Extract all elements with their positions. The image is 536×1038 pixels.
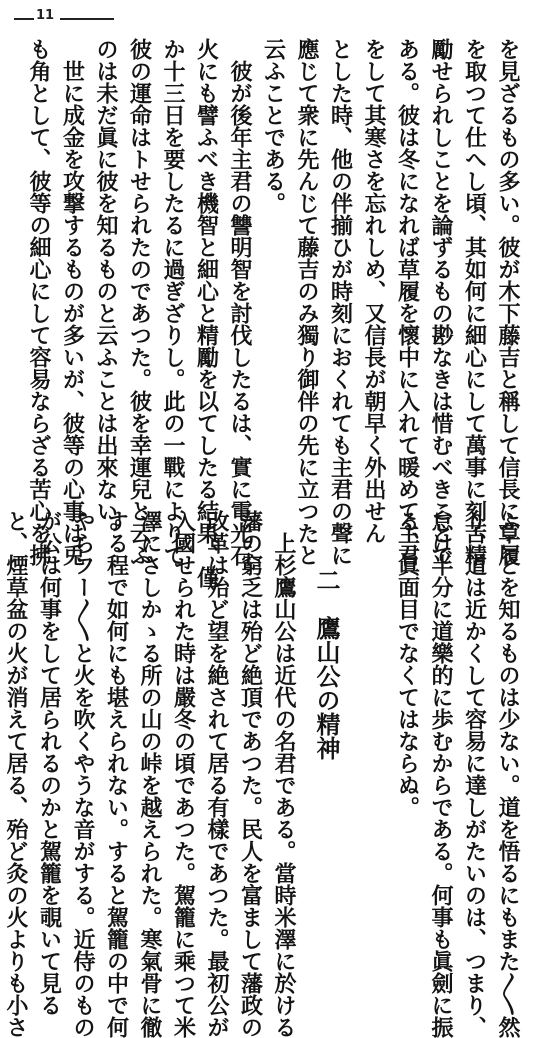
lower-left-text-block <box>3 510 300 1038</box>
text-line: 怠け半分に道樂的に歩むからである。何事も眞劍に振 <box>428 510 454 1038</box>
page-number: 11 <box>36 8 55 23</box>
text-line: も角として、彼等の細心にして容易ならざる苦心を拂 <box>26 38 52 566</box>
text-line: を取つて仕へし頃、其如何に細心にして萬事に刻苦精 <box>461 38 488 566</box>
text-line: やらフー〳〵と火を吹くやうな音がする。近侍のもの <box>70 510 96 1038</box>
text-line: 彼の運命はトせられたのであつた。彼を幸運兒と云ふ <box>126 38 153 566</box>
text-line: をして其寒さを忘れしめ、又信長が朝早く外出せん <box>361 38 387 544</box>
text-line: 改革は殆ど望を絶されて居る有樣であつた。最初公が <box>204 510 230 1038</box>
text-line: 勵せられしことを論ずるもの尠なきは惜むべきことで <box>428 38 454 566</box>
upper-text-block <box>24 38 524 588</box>
text-line: る、眞面目でなくてはならぬ。 <box>394 510 421 818</box>
text-line: 入國せられた時は嚴冬の頃であつた。駕籠に乘つて米 <box>170 510 197 1038</box>
text-line: を見ざるもの多い。彼が木下藤吉と稱して信長に草履 <box>495 38 521 566</box>
text-line: 火にも譬ふべき機智と細心と精勵を以てしたる結果、僅 <box>193 38 220 588</box>
section-title: 二 鷹山公の精神 <box>312 567 341 760</box>
page-header <box>0 6 536 28</box>
text-line: と、煙草盆の火が消えて居る、殆ど灸の火よりも小さ <box>3 510 29 1038</box>
text-line: 世に成金を攻撃するものが多いが、彼等の心事は兎 <box>59 38 86 566</box>
text-line: が公は何事をして居られるのかと駕籠を覗いて見る <box>36 510 63 1016</box>
text-line: ある。彼は冬になれば草履を懷中に入れて暖めて主君 <box>394 38 421 566</box>
text-line: ふことを知るものは少ない。道を悟るにもまた〳〵然 <box>495 510 521 1038</box>
text-line: 澤にさしかゝる所の山の峠を越えられた。寒氣骨に徹 <box>137 510 163 1038</box>
text-line: 上杉鷹山公は近代の名君である。當時米澤に於ける <box>271 510 297 1038</box>
text-line: か十三日を要したるに過ぎざりし。此の一戰によりて <box>160 38 186 566</box>
text-line: とした時、他の伴揃ひが時刻におくれても主君の聲に <box>327 38 354 566</box>
header-rule-right <box>60 18 114 20</box>
text-line: り、道は近かくして容易に達しがたいのは、つまり、 <box>461 510 488 1038</box>
text-line: 彼が後年主君の讐明智を討伐したるは、實に電光石 <box>227 38 253 566</box>
text-line: 應じて衆に先んじて藤吉のみ獨り御伴の先に立つたと <box>294 38 320 566</box>
text-line: する程で如何にも堪えられない。すると駕籠の中で何 <box>103 510 130 1038</box>
lower-right-text-block <box>349 510 524 1038</box>
header-rule-left <box>14 18 34 20</box>
text-line: のは未だ眞に彼を知るものと云ふことは出來ない。 <box>93 38 119 544</box>
text-line: 云ふことである。 <box>260 38 287 214</box>
text-line: 藩の窮乏は殆ど絶頂であつた。民人を富まして藩政の <box>237 510 264 1038</box>
